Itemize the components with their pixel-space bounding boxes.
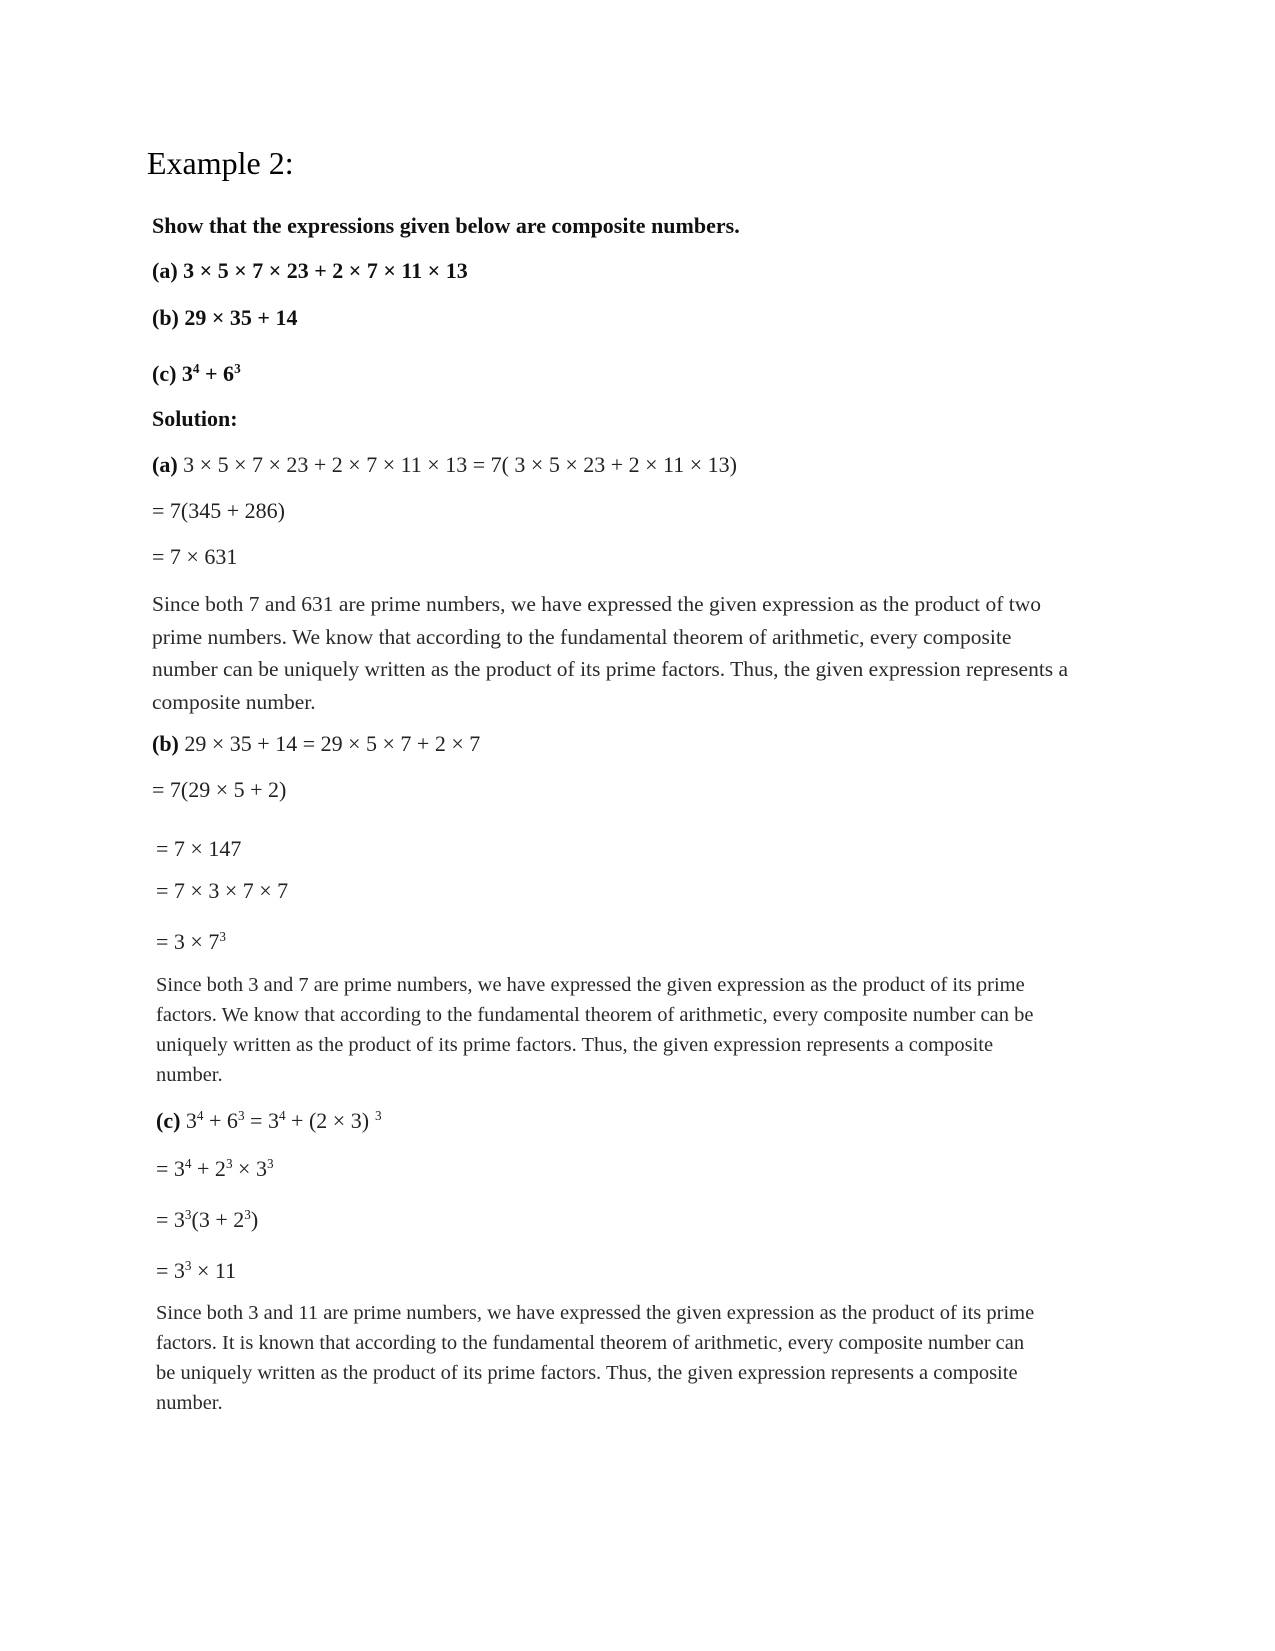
solution-c-line-2-exp-2: 3 [225, 1156, 233, 1172]
question-a: (a) 3 × 5 × 7 × 23 + 2 × 7 × 11 × 13 [152, 258, 468, 283]
solution-c-line-3-exp-2: 3 [244, 1207, 251, 1223]
solution-c-line-1-part-4: + (2 × 3) [285, 1108, 370, 1133]
solution-c-line-1-part-2: + 6 [203, 1108, 238, 1133]
solution-c-line-3 [156, 1207, 258, 1233]
solution-c-line-2-part-2: + 2 [191, 1156, 226, 1181]
solution-c-line-3-part-1: = 3 [156, 1207, 185, 1232]
solution-c-line-3-part-3: ) [250, 1207, 259, 1232]
question-c-base: (c) 3 [152, 361, 193, 386]
solution-c-line-4-part-1: = 3 [156, 1258, 185, 1283]
question-prompt: Show that the expressions given below are composite numbers. [152, 213, 740, 238]
solution-heading: Solution: [152, 406, 238, 431]
solution-b-explanation: Since both 3 and 7 are prime numbers, we have expressed the given expression as the product of its prime factors. We know that according to the fundamental theorem of arithmetic, every composite number can be uniquely written as the product of its prime factors. Thus, the given expression represents a composite number. [156, 974, 1034, 1086]
solution-b-line-1 [152, 731, 480, 757]
solution-b-line-1-text: 29 × 35 + 14 = 29 × 5 × 7 + 2 × 7 [178, 731, 481, 756]
solution-c-explanation: Since both 3 and 11 are prime numbers, we have expressed the given expression as the product of its prime factors. It is known that according to the fundamental theorem of arithmetic, every composite number can be uniquely written as the product of its prime factors. Thus, the given expression represents a composite number. [156, 1302, 1035, 1414]
solution-c-label: (c) [156, 1108, 181, 1133]
solution-b-line-5 [156, 929, 226, 955]
solution-c-line-1 [156, 1108, 382, 1134]
solution-c-line-2-part-3: × 3 [232, 1156, 267, 1181]
solution-c-line-2 [156, 1156, 274, 1182]
solution-c-line-1-exp-1: 4 [196, 1108, 204, 1124]
solution-b-label: (b) [152, 731, 179, 756]
solution-c-line-1-part-1: 3 [180, 1108, 197, 1133]
solution-c-line-1-exp-3: 4 [278, 1108, 286, 1124]
solution-b-line-2: = 7(29 × 5 + 2) [152, 777, 287, 802]
solution-a-line-3: = 7 × 631 [152, 544, 238, 569]
question-c-mid: + 6 [199, 361, 235, 386]
question-b: (b) 29 × 35 + 14 [152, 305, 298, 330]
solution-c-line-1-exp-2: 3 [237, 1108, 245, 1124]
solution-a-label: (a) [152, 452, 178, 477]
solution-b-line-5-base: = 3 × 7 [156, 929, 220, 954]
solution-c-line-2-exp-1: 4 [184, 1156, 192, 1172]
solution-a-line-1 [152, 452, 737, 478]
solution-c-line-1-part-3: = 3 [244, 1108, 279, 1133]
solution-a-line-1-text: 3 × 5 × 7 × 23 + 2 × 7 × 11 × 13 = 7( 3 × 5 × 23 + 2 × 11 × 13) [177, 452, 737, 477]
solution-c-line-2-exp-3: 3 [266, 1156, 274, 1172]
solution-b-line-3: = 7 × 147 [156, 836, 242, 861]
solution-c-line-3-exp-1: 3 [184, 1207, 192, 1223]
solution-a-line-2: = 7(345 + 286) [152, 498, 285, 523]
example-title: Example 2: [147, 145, 294, 181]
question-c-exponent-2: 3 [234, 361, 241, 377]
question-c-exponent-1: 4 [192, 361, 200, 377]
solution-a-explanation: Since both 7 and 631 are prime numbers, we have expressed the given expression as the product of two prime numbers. We know that according to the fundamental theorem of arithmetic, every composite number can be uniquely written as the product of its prime factors. Thus, the given expression represents a composite number. [152, 592, 1069, 714]
solution-c-line-4-exp-1: 3 [184, 1258, 192, 1274]
solution-c-line-1-exp-4: 3 [375, 1108, 382, 1124]
solution-c-line-3-part-2: (3 + 2 [191, 1207, 245, 1232]
solution-c-line-4 [156, 1258, 236, 1284]
question-c [152, 361, 241, 387]
solution-b-line-5-exponent: 3 [219, 929, 226, 945]
solution-b-line-4: = 7 × 3 × 7 × 7 [156, 878, 289, 903]
solution-c-line-2-part-1: = 3 [156, 1156, 185, 1181]
solution-c-line-4-part-2: × 11 [191, 1258, 237, 1283]
